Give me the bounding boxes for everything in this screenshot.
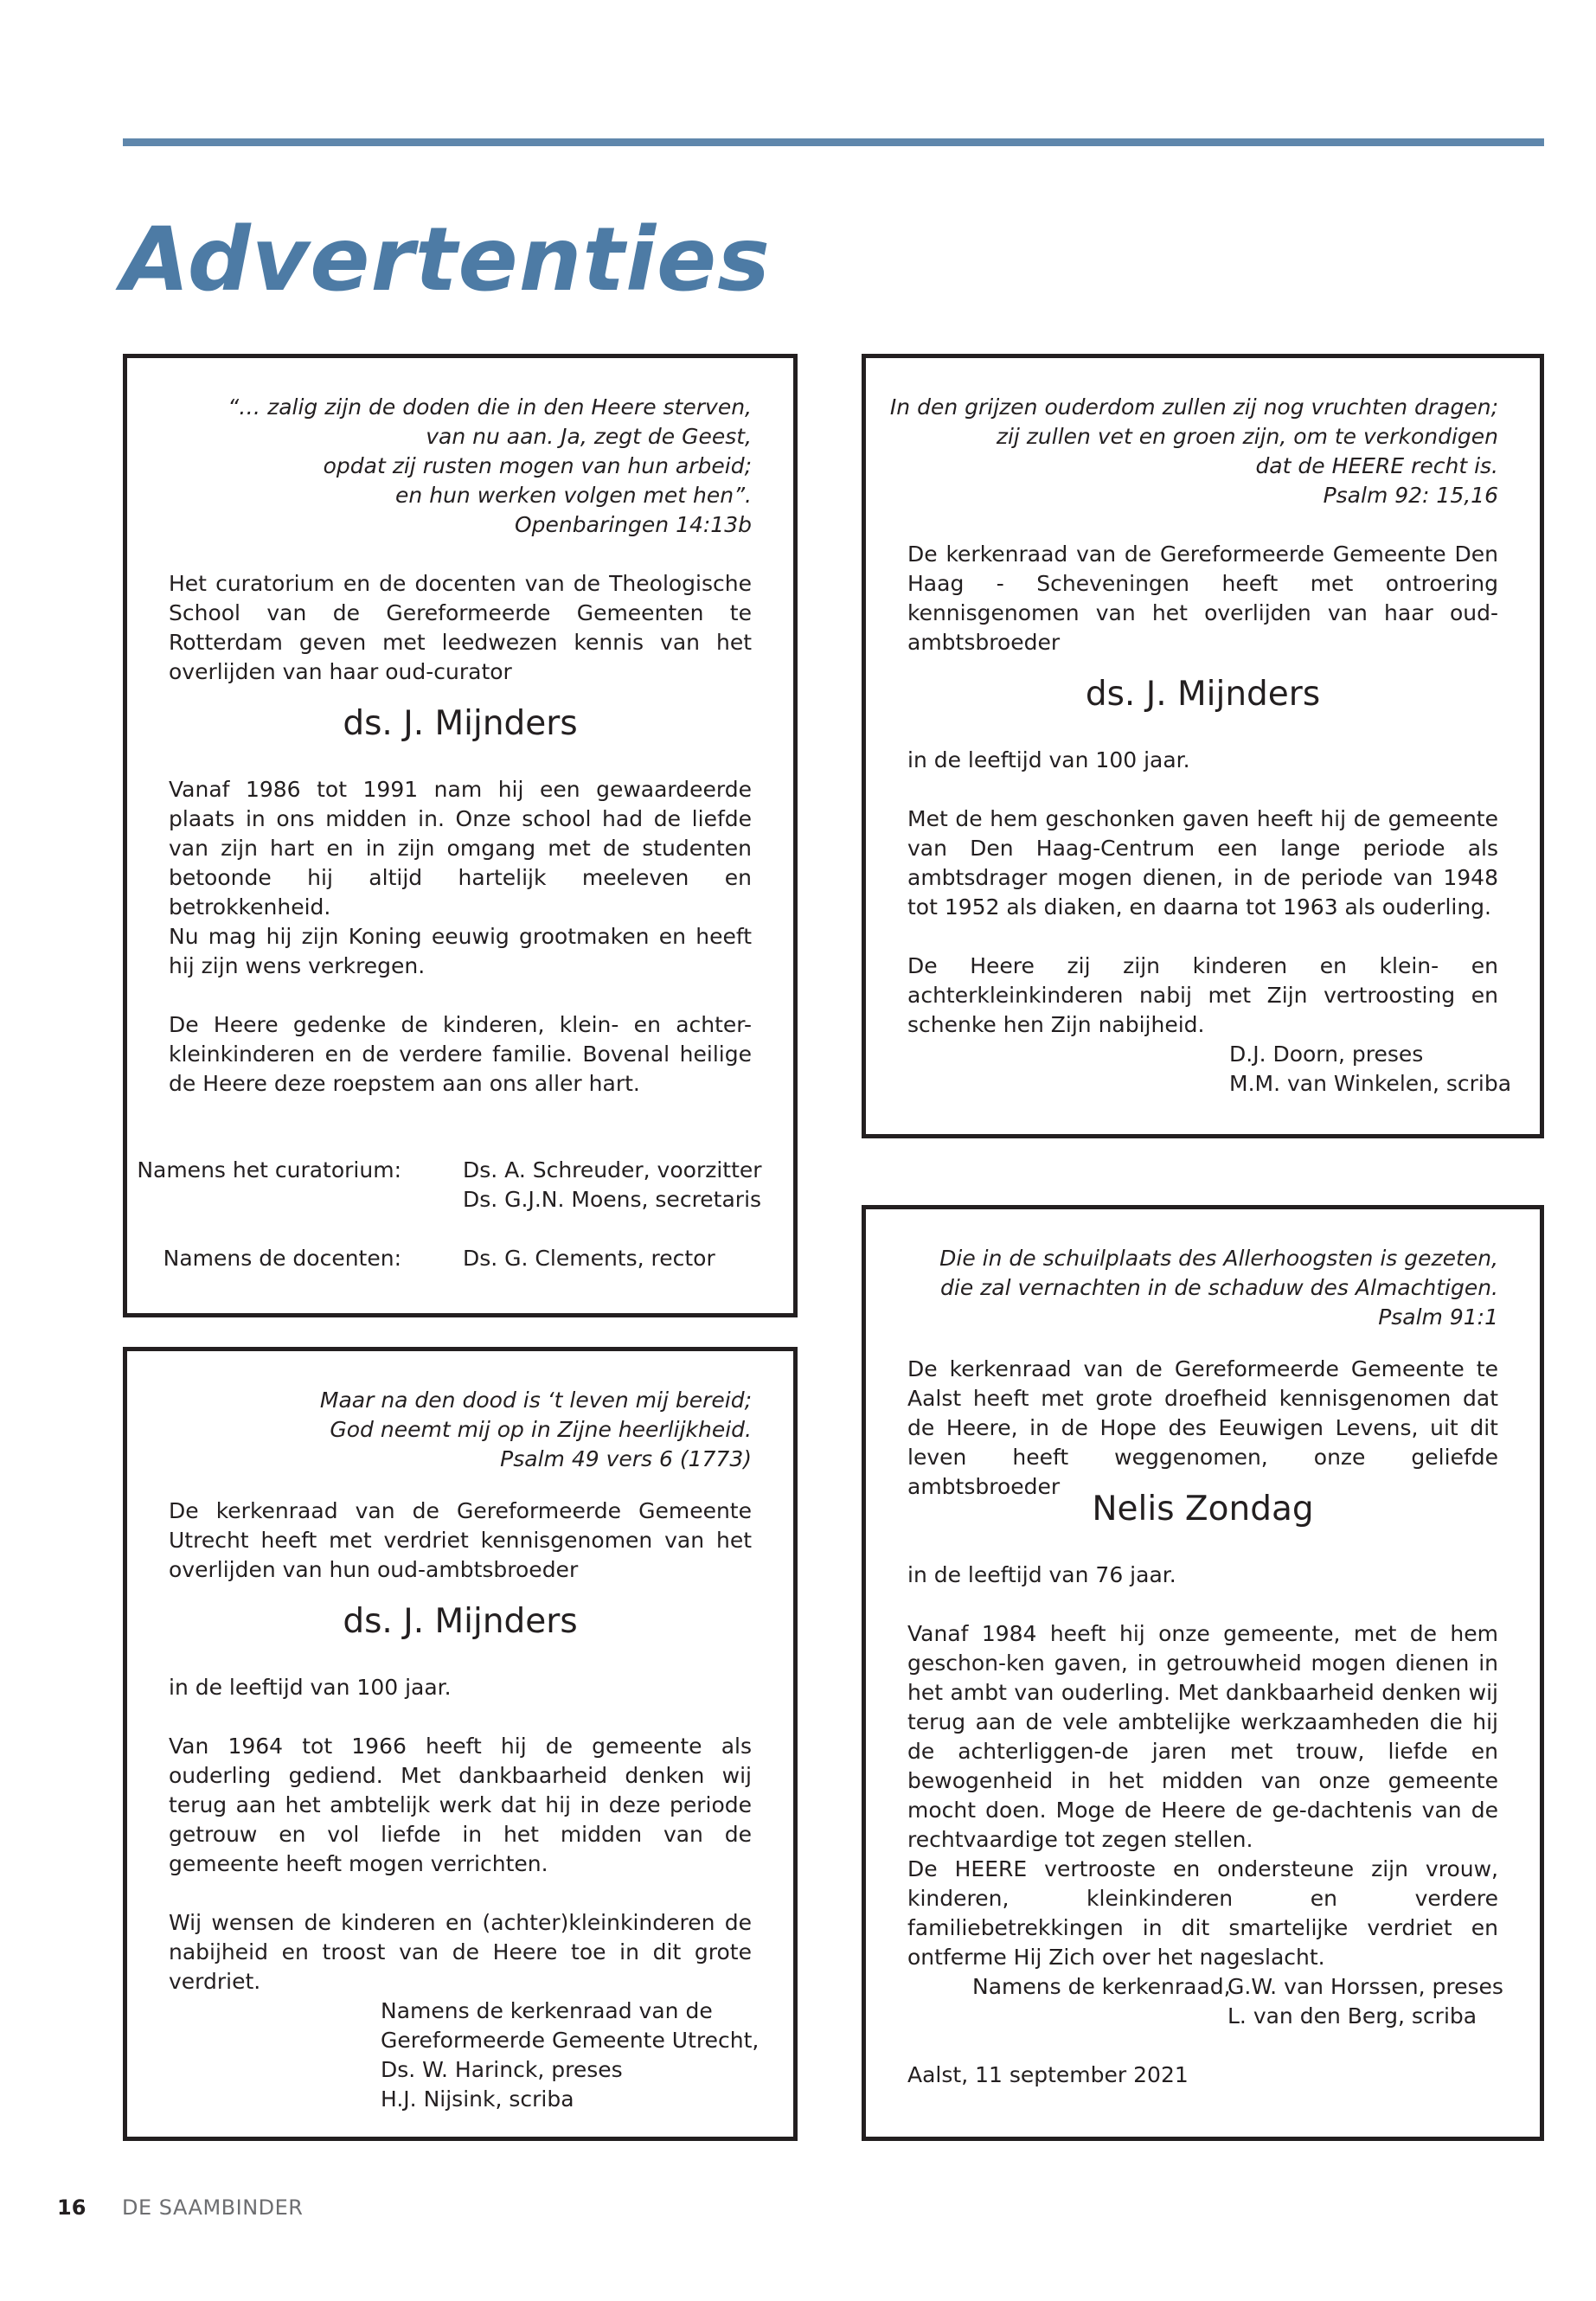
signature-line: Ds. W. Harinck, preses — [381, 2057, 623, 2082]
signature-line: Ds. G.J.N. Moens, secretaris — [463, 1187, 762, 1212]
quote-line: Maar na den dood is ‘t leven mij bereid; — [319, 1388, 752, 1413]
page-number: 16 — [57, 2195, 87, 2220]
intro-paragraph: De kerkenraad van de Gereformeerde Gemeente Den Haag - Scheveningen heeft met ontroering kennisgenomen van het overlijden van haar oud-ambtsbroeder — [907, 542, 1498, 655]
scripture-quote — [228, 393, 752, 540]
body-paragraph: De Heere zij zijn kinderen en klein- en achterkleinkinderen nabij met Zijn vertroosting en schenke hen Zijn nabijheid. — [907, 953, 1498, 1037]
advertisement-aalst — [862, 1205, 1544, 2141]
magazine-name: DE SAAMBINDER — [122, 2195, 304, 2220]
body-paragraph: Van 1964 tot 1966 heeft hij de gemeente als ouderling gediend. Met dankbaarheid denken wij terug aan het ambtelijk werk dat hij in deze periode getrouw en vol liefde in het midden van de gemeente heeft mogen verrichten. — [169, 1734, 752, 1876]
intro-paragraph: De kerkenraad van de Gereformeerde Gemeente Utrecht heeft met verdriet kennisgenomen van het overlijden van hun oud-ambtsbroeder — [169, 1498, 752, 1582]
intro-paragraph: De kerkenraad van de Gereformeerde Gemeente te Aalst heeft met grote droefheid kennisgenomen dat de Heere, in de Hope des Eeuwigen Levens, uit dit leven heeft weggenomen, onze geliefde ambtsbroeder — [907, 1356, 1498, 1499]
quote-line: die zal vernachten in de schaduw des Almachtigen. — [940, 1275, 1498, 1300]
body-paragraph: De Heere gedenke de kinderen, klein- en achter-kleinkinderen en de verdere familie. Bovenal heilige de Heere deze roepstem aan ons aller hart. — [169, 1012, 752, 1096]
signature-label: Namens de docenten: — [163, 1246, 401, 1271]
signature-block — [381, 1997, 759, 2114]
advertisement-utrecht — [123, 1347, 798, 2141]
deceased-name: ds. J. Mijnders — [343, 1602, 578, 1641]
signature-line: L. van den Berg, scriba — [1227, 2003, 1477, 2029]
quote-line: God neemt mij op in Zijne heerlijkheid. — [330, 1417, 752, 1442]
signature-line: G.W. van Horssen, preses — [1227, 1974, 1503, 1999]
scripture-quote — [939, 1244, 1498, 1332]
place-date: Aalst, 11 september 2021 — [907, 2062, 1189, 2087]
advertisement-den-haag — [862, 354, 1544, 1138]
advertisement-theological-school — [123, 354, 798, 1317]
quote-line: en hun werken volgen met hen”. — [395, 483, 752, 508]
body-paragraph: Wij wensen de kinderen en (achter)kleinkinderen de nabijheid en troost van de Heere toe in dit grote verdriet. — [169, 1910, 752, 1994]
age-line: in de leeftijd van 76 jaar. — [907, 1562, 1176, 1587]
signature-line: M.M. van Winkelen, scriba — [1229, 1071, 1512, 1096]
quote-line: dat de HEERE recht is. — [1255, 453, 1498, 478]
deceased-name: ds. J. Mijnders — [1085, 675, 1321, 714]
signature-line: Namens de kerkenraad van de — [381, 1998, 713, 2023]
signature-line: H.J. Nijsink, scriba — [381, 2086, 574, 2112]
quote-reference: Openbaringen 14:13b — [515, 512, 752, 537]
header-rule — [123, 138, 1544, 146]
age-line: in de leeftijd van 100 jaar. — [169, 1675, 452, 1700]
signature-line: Ds. A. Schreuder, voorzitter — [463, 1157, 762, 1183]
signature-line: D.J. Doorn, preses — [1229, 1042, 1424, 1067]
body-paragraph: Vanaf 1986 tot 1991 nam hij een gewaardeerde plaats in ons midden in. Onze school had de liefde van zijn hart en in zijn omgang met de studenten betoonde hij altijd hartelijk meeleven en betrokkenheid. — [169, 777, 752, 920]
scripture-quote — [890, 393, 1498, 510]
age-line: in de leeftijd van 100 jaar. — [907, 747, 1190, 772]
quote-line: van nu aan. Ja, zegt de Geest, — [426, 424, 752, 449]
quote-line: Die in de schuilplaats des Allerhoogsten is gezeten, — [939, 1246, 1498, 1271]
signature-label: Namens de kerkenraad, — [972, 1974, 1231, 1999]
quote-line: opdat zij rusten mogen van hun arbeid; — [323, 453, 752, 478]
deceased-name: Nelis Zondag — [1092, 1490, 1314, 1529]
signature-label: Namens het curatorium: — [137, 1157, 401, 1183]
signature-line: Ds. G. Clements, rector — [463, 1246, 715, 1271]
body-paragraph: Vanaf 1984 heeft hij onze gemeente, met de hem geschon-ken gaven, in getrouwheid mogen dienen in het ambt van ouderling. Met dankbaarheid denken wij terug aan de vele ambtelijke werkzaamheden die hij de achterliggen-de jaren met trouw, liefde en bewogenheid in het midden van onze gemeente mocht doen. Moge de Heere de ge-dachtenis van de rechtvaardige tot zegen stellen. — [907, 1621, 1498, 1852]
quote-line: “… zalig zijn de doden die in den Heere sterven, — [228, 394, 752, 420]
quote-reference: Psalm 49 vers 6 (1773) — [500, 1446, 752, 1471]
deceased-name: ds. J. Mijnders — [343, 704, 578, 743]
quote-line: zij zullen vet en groen zijn, om te verkondigen — [996, 424, 1498, 449]
intro-paragraph: Het curatorium en de docenten van de Theologische School van de Gereformeerde Gemeenten te Rotterdam geven met leedwezen kennis van het overlijden van haar oud-curator — [169, 571, 752, 684]
body-paragraph: Nu mag hij zijn Koning eeuwig grootmaken en heeft hij zijn wens verkregen. — [169, 924, 752, 978]
quote-reference: Psalm 92: 15,16 — [1323, 483, 1498, 508]
body-paragraph: Met de hem geschonken gaven heeft hij de gemeente van Den Haag-Centrum een lange periode als ambtsdrager mogen dienen, in de periode van 1948 tot 1952 als diaken, en daarna tot 1963 als ouderling. — [907, 806, 1498, 920]
signature-line: Gereformeerde Gemeente Utrecht, — [381, 2028, 760, 2053]
scripture-quote — [320, 1386, 752, 1474]
quote-reference: Psalm 91:1 — [1378, 1304, 1498, 1330]
quote-line: In den grijzen ouderdom zullen zij nog vruchten dragen; — [889, 394, 1498, 420]
body-paragraph: De HEERE vertrooste en ondersteune zijn vrouw, kinderen, kleinkinderen en verdere familiebetrekkingen in dit smartelijke verdriet en ontferme Hij Zich over het nageslacht. — [907, 1856, 1498, 1970]
page-title: Advertenties — [121, 208, 771, 311]
